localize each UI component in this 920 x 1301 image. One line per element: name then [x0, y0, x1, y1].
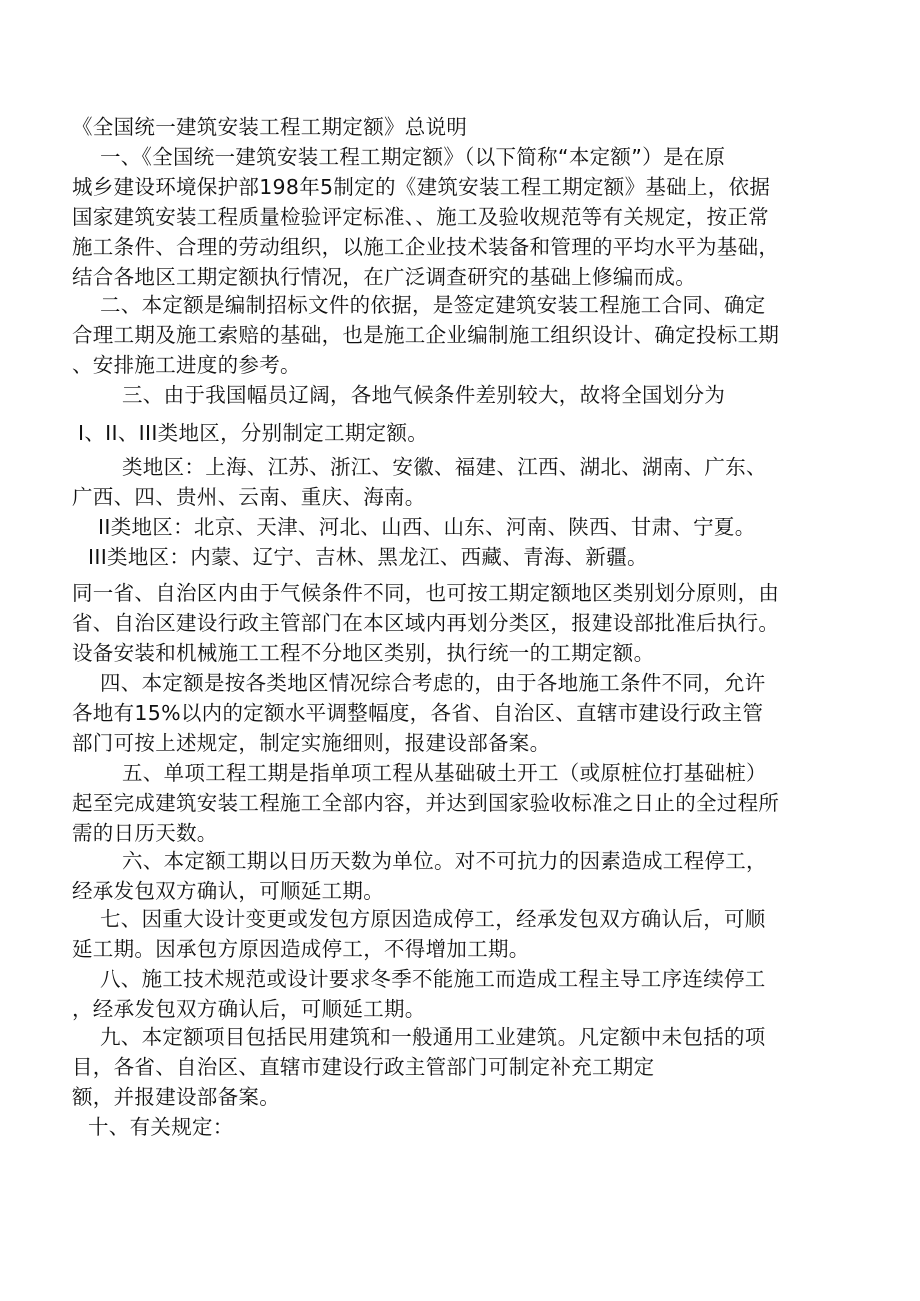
- paragraph-line: II类地区：北京、天津、河北、山西、山东、河南、陕西、甘肃、宁夏。: [98, 515, 756, 539]
- paragraph-line: 目，各省、自治区、直辖市建设行政主管部门可制定补充工期定: [72, 1055, 655, 1079]
- paragraph-line: 同一省、自治区内由于气候条件不同，也可按工期定额地区类别划分原则，由: [72, 581, 780, 605]
- paragraph-line: 起至完成建筑安装工程施工全部内容，并达到国家验收标准之日止的全过程所: [72, 791, 780, 815]
- paragraph-line: 四、本定额是按各类地区情况综合考虑的，由于各地施工条件不同，允许: [100, 671, 766, 695]
- paragraph-line: 三、由于我国幅员辽阔，各地气候条件差别较大，故将全国划分为: [122, 383, 726, 407]
- paragraph-line: ，经承发包双方确认后，可顺延工期。: [72, 997, 426, 1021]
- paragraph-line: 国家建筑安装工程质量检验评定标准、、施工及验收规范等有关规定，按正常: [72, 205, 769, 229]
- paragraph-line: 额，并报建设部备案。: [72, 1085, 280, 1109]
- paragraph-line: 八、施工技术规范或设计要求冬季不能施工而造成工程主导工序连续停工: [100, 967, 766, 991]
- paragraph-line: 七、因重大设计变更或发包方原因造成停工，经承发包双方确认后，可顺: [100, 907, 766, 931]
- paragraph-line: 各地有15%以内的定额水平调整幅度，各省、自治区、直辖市建设行政主管: [72, 701, 764, 725]
- paragraph-line: 十、有关规定：: [88, 1115, 234, 1139]
- paragraph-line: 一、《全国统一建筑安装工程工期定额》（以下简称“本定额”）是在原: [100, 145, 726, 169]
- paragraph-line: 施工条件、合理的劳动组织，以施工企业技术装备和管理的平均水平为基础，: [72, 235, 780, 259]
- paragraph-line: 五、单项工程工期是指单项工程从基础破土开工（或原桩位打基础桩）: [122, 761, 767, 785]
- paragraph-line: 合理工期及施工索赔的基础，也是施工企业编制施工组织设计、确定投标工期: [72, 323, 780, 347]
- paragraph-line: 设备安装和机械施工工程不分地区类别，执行统一的工期定额。: [72, 641, 655, 665]
- paragraph-line: 类地区：上海、江苏、浙江、安徽、福建、江西、湖北、湖南、广东、: [122, 455, 767, 479]
- paragraph-line: III类地区：内蒙、辽宁、吉林、黑龙江、西藏、青海、新疆。: [88, 545, 648, 569]
- paragraph-line: 二、本定额是编制招标文件的依据，是签定建筑安装工程施工合同、确定: [100, 293, 766, 317]
- paragraph-line: I、II、III类地区，分别制定工期定额。: [78, 421, 429, 445]
- paragraph-line: 省、自治区建设行政主管部门在本区域内再划分类区，报建设部批准后执行。: [72, 611, 780, 635]
- paragraph-line: 经承发包双方确认，可顺延工期。: [72, 879, 384, 903]
- document-title: 《全国统一建筑安装工程工期定额》总说明: [72, 115, 468, 139]
- paragraph-line: 部门可按上述规定，制定实施细则，报建设部备案。: [72, 731, 551, 755]
- paragraph-line: 需的日历天数。: [72, 821, 218, 845]
- paragraph-line: 延工期。因承包方原因造成停工，不得增加工期。: [72, 937, 530, 961]
- paragraph-line: 广西、四、贵州、云南、重庆、海南。: [72, 485, 426, 509]
- paragraph-line: 结合各地区工期定额执行情况，在广泛调查研究的基础上修编而成。: [72, 265, 696, 289]
- paragraph-line: 九、本定额项目包括民用建筑和一般通用工业建筑。凡定额中未包括的项: [100, 1025, 766, 1049]
- paragraph-line: 、安排施工进度的参考。: [72, 353, 301, 377]
- paragraph-line: 六、本定额工期以日历天数为单位。对不可抗力的因素造成工程停工，: [122, 849, 767, 873]
- paragraph-line: 城乡建设环境保护部198年5制定的《建筑安装工程工期定额》基础上，依据: [72, 175, 771, 199]
